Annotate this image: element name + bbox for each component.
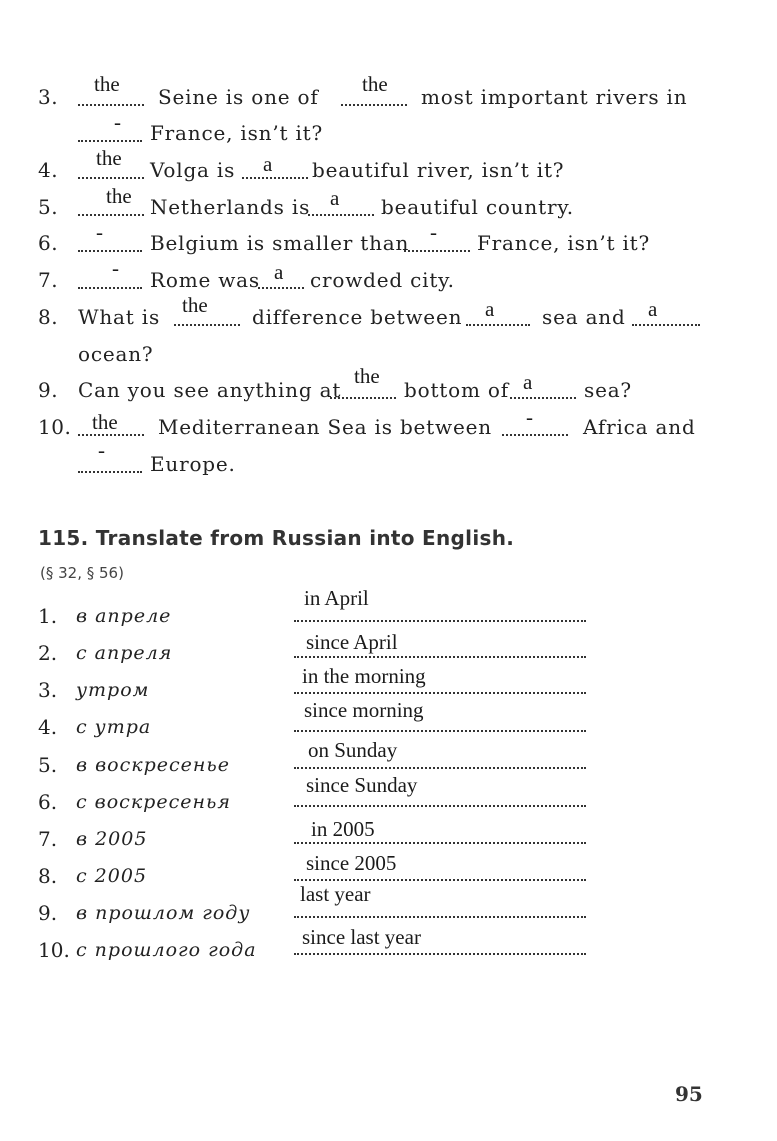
russian-phrase: утром [76,679,150,701]
answer-blank [308,214,374,216]
page-number: 95 [675,1082,703,1106]
answer-line [294,656,586,658]
sentence-text: Seine is one of [158,85,319,109]
handwritten-answer: since April [306,630,398,654]
handwritten-answer: a [485,297,495,321]
handwritten-answer: last year [300,882,371,906]
russian-phrase: с апреля [76,642,173,664]
grammar-reference: (§ 32, § 56) [40,564,124,582]
answer-blank [404,250,470,252]
answer-blank [242,177,308,179]
sentence-text: Mediterranean Sea is between [158,415,492,439]
handwritten-answer: the [362,72,388,96]
russian-phrase: в 2005 [76,828,148,850]
handwritten-answer: the [106,184,132,208]
sentence-text: Can you see anything at [78,378,342,402]
handwritten-answer: a [330,186,340,210]
answer-line [294,767,586,769]
answer-blank [78,250,142,252]
answer-blank [78,140,142,142]
answer-line [294,805,586,807]
item-number: 8. [38,864,58,888]
russian-phrase: с 2005 [76,865,148,887]
sentence-text: Netherlands is [150,195,311,219]
answer-blank [330,397,396,399]
sentence-text: difference between [252,305,463,329]
answer-blank [78,177,144,179]
russian-phrase: в прошлом году [76,902,251,924]
sentence-text: ocean? [78,342,154,366]
item-number: 7. [38,827,58,851]
sentence-text: Rome was [150,268,260,292]
item-number: 1. [38,604,58,628]
answer-line [294,916,586,918]
item-number: 9. [38,378,59,402]
answer-blank [466,324,530,326]
handwritten-answer: the [92,410,118,434]
handwritten-answer: a [523,370,533,394]
handwritten-answer: in the morning [302,664,426,688]
sentence-text: Europe. [150,452,236,476]
handwritten-answer: a [263,152,273,176]
answer-blank [258,287,304,289]
answer-line [294,620,586,622]
handwritten-answer: - [114,110,121,134]
item-number: 5. [38,195,59,219]
item-number: 10. [38,415,72,439]
answer-line [294,879,586,881]
russian-phrase: с утра [76,716,152,738]
item-number: 2. [38,641,58,665]
handwritten-answer: the [96,146,122,170]
item-number: 10. [38,938,70,962]
handwritten-answer: the [182,293,208,317]
handwritten-answer: the [354,364,380,388]
answer-blank [341,104,407,106]
answer-blank [78,214,144,216]
sentence-text: What is [78,305,161,329]
sentence-text: beautiful country. [381,195,574,219]
handwritten-answer: since Sunday [306,773,418,797]
handwritten-answer: a [274,260,284,284]
sentence-text: France, isn’t it? [477,231,651,255]
item-number: 3. [38,678,58,702]
sentence-text: Volga is [150,158,236,182]
russian-phrase: с воскресенья [76,791,231,813]
sentence-text: crowded city. [310,268,455,292]
handwritten-answer: - [430,220,437,244]
item-number: 4. [38,715,58,739]
answer-blank [78,104,144,106]
item-number: 8. [38,305,59,329]
russian-phrase: в апреле [76,605,172,627]
sentence-text: Belgium is smaller than [150,231,410,255]
handwritten-answer: since 2005 [306,851,397,875]
answer-blank [510,397,576,399]
item-number: 7. [38,268,59,292]
item-number: 6. [38,231,59,255]
answer-blank [78,434,144,436]
russian-phrase: в воскресенье [76,754,230,776]
answer-line [294,842,586,844]
item-number: 5. [38,753,58,777]
russian-phrase: с прошлого года [76,939,257,961]
handwritten-answer: in April [304,586,369,610]
handwritten-answer: - [526,405,533,429]
handwritten-answer: on Sunday [308,738,398,762]
item-number: 6. [38,790,58,814]
handwritten-answer: in 2005 [311,817,375,841]
handwritten-answer: - [96,220,103,244]
item-number: 4. [38,158,59,182]
answer-line [294,692,586,694]
handwritten-answer: - [98,438,105,462]
answer-blank [174,324,240,326]
sentence-text: most important rivers in [421,85,688,109]
handwritten-answer: the [94,72,120,96]
answer-blank [502,434,568,436]
handwritten-answer: a [648,297,658,321]
handwritten-answer: - [112,256,119,280]
answer-line [294,953,586,955]
exercise-heading: 115. Translate from Russian into English. [38,526,515,550]
sentence-text: sea and [542,305,626,329]
answer-blank [78,287,142,289]
sentence-text: beautiful river, isn’t it? [312,158,565,182]
handwritten-answer: since morning [304,698,424,722]
answer-blank [78,471,142,473]
sentence-text: France, isn’t it? [150,121,324,145]
answer-blank [632,324,700,326]
item-number: 3. [38,85,59,109]
handwritten-answer: since last year [302,925,421,949]
sentence-text: Africa and [583,415,696,439]
item-number: 9. [38,901,58,925]
sentence-text: sea? [584,378,632,402]
answer-line [294,730,586,732]
sentence-text: bottom of [404,378,509,402]
